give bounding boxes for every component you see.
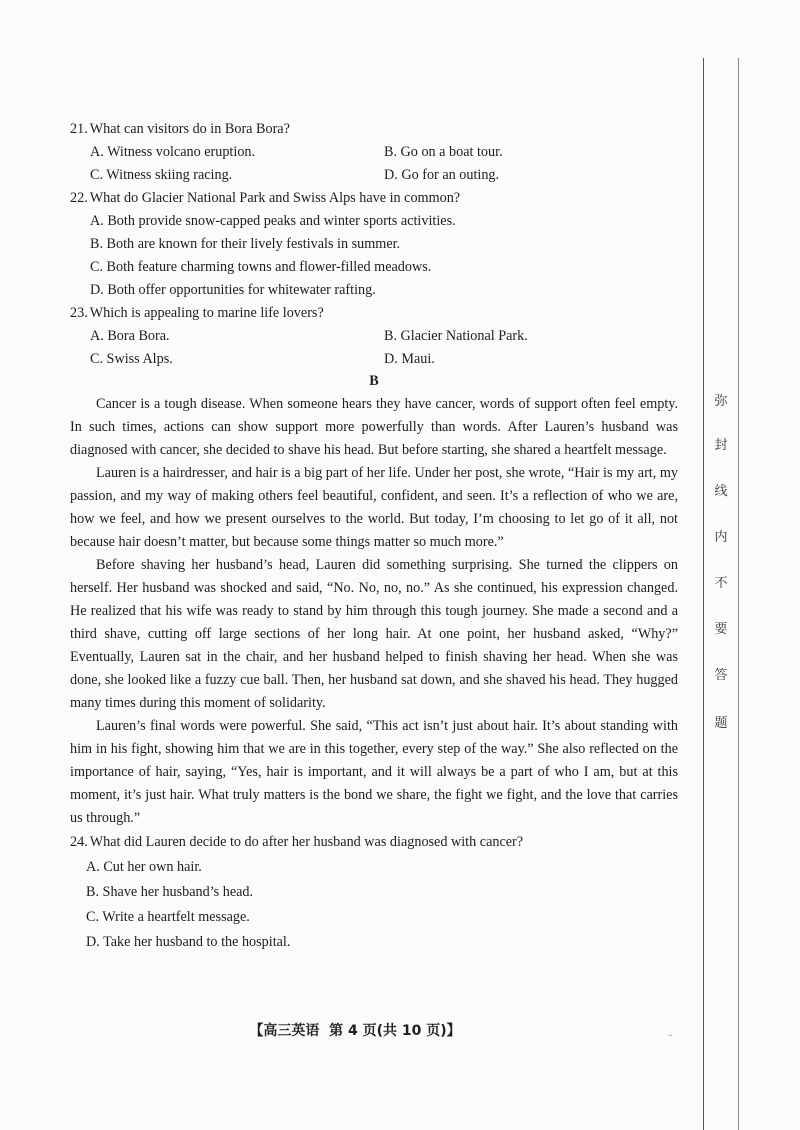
passage-paragraph: Before shaving her husband’s head, Lauren did something surprising. She turned the clippers on herself. Her husband was shocked and said, “No. No, no, no.” As she continued, his expression changed. He realized that his wife was ready to stand by him through this tough journey. She made a second and a third shave, cutting off large sections of her long hair. At one point, her husband asked, “Why?” Eventually, Lauren sat in the chair, and her husband helped to finish shaving her head. When she was done, she looked like a fuzzy cue ball. Then, her husband sat down, and she shaved his head. They hugged many times during this moment of solidarity. [70, 557, 678, 711]
footer-subject: 高三英语 [263, 1023, 320, 1039]
option-d: D. Both offer opportunities for whitewater rafting. [90, 282, 376, 298]
option-c: C. Witness skiing racing. [90, 167, 233, 183]
exam-content [70, 118, 678, 955]
seal-char: 弥 [714, 394, 728, 409]
question-stem: Which is appealing to marine life lovers? [89, 305, 324, 321]
option-b: B. Shave her husband’s head. [86, 884, 254, 900]
section-title: B [369, 373, 379, 389]
seal-char: 题 [714, 716, 728, 731]
option-d: D. Maui. [384, 351, 435, 367]
binding-line-outer [738, 58, 739, 1130]
seal-char: 要 [714, 622, 728, 637]
binding-line [703, 58, 704, 1130]
footer-dots: .. [668, 1028, 673, 1038]
seal-char: 答 [714, 668, 728, 683]
question-number: 24. [70, 834, 88, 850]
option-c: C. Both feature charming towns and flower-filled meadows. [90, 259, 432, 275]
question-number: 23. [70, 305, 88, 321]
passage-paragraph: Lauren’s final words were powerful. She said, “This act isn’t just about hair. It’s about standing with him in his fight, showing him that we are in this together, every step of the way.” She also reflected on the importance of hair, saying, “Yes, hair is important, and it will always be a part of who I am, but at this moment, it’s just hair. What truly matters is the bond we share, the fight we fight, and the love that carries us through.” [70, 718, 678, 826]
option-a: A. Both provide snow-capped peaks and winter sports activities. [90, 213, 456, 229]
option-b: B. Glacier National Park. [384, 328, 528, 344]
question-stem: What can visitors do in Bora Bora? [89, 121, 290, 137]
question-stem: What do Glacier National Park and Swiss Alps have in common? [89, 190, 461, 206]
question-22 [70, 187, 678, 302]
footer-left-bracket: 【 [249, 1023, 264, 1039]
passage-paragraph: Lauren is a hairdresser, and hair is a big part of her life. Under her post, she wrote, “Hair is my art, my passion, and my way of making others feel beautiful, confident, and seen. It’s a reflection of who we are, how we feel, and how we present ourselves to the world. But today, I’m choosing to let go of it all, not because hair doesn’t matter, but because some things matter so much more.” [70, 465, 678, 550]
passage-paragraph: Cancer is a tough disease. When someone hears they have cancer, words of support often feel empty. In such times, actions can show support more powerfully than words. After Lauren’s husband was diagnosed with cancer, she decided to shave his head. But before starting, she shared a heartfelt message. [70, 396, 678, 458]
footer-page-info: 第 4 页(共 10 页) [329, 1023, 447, 1039]
question-23 [70, 302, 678, 371]
question-21 [70, 118, 678, 187]
option-d: D. Go for an outing. [384, 167, 500, 183]
option-a: A. Cut her own hair. [86, 859, 202, 875]
seal-char: 封 [714, 438, 728, 453]
passage-b [70, 393, 678, 830]
question-stem: What did Lauren decide to do after her husband was diagnosed with cancer? [89, 834, 524, 850]
option-a: A. Witness volcano eruption. [90, 144, 256, 160]
option-a: A. Bora Bora. [90, 328, 170, 344]
question-number: 21. [70, 121, 88, 137]
option-d: D. Take her husband to the hospital. [86, 934, 291, 950]
page-footer [0, 1020, 710, 1040]
question-24 [70, 830, 678, 955]
seal-char: 线 [714, 484, 728, 499]
seal-char: 不 [714, 576, 728, 591]
option-b: B. Both are known for their lively festivals in summer. [90, 236, 401, 252]
option-c: C. Write a heartfelt message. [86, 909, 250, 925]
seal-char: 内 [714, 530, 728, 545]
footer-right-bracket: 】 [446, 1023, 461, 1039]
question-number: 22. [70, 190, 88, 206]
option-c: C. Swiss Alps. [90, 351, 173, 367]
option-b: B. Go on a boat tour. [384, 144, 503, 160]
